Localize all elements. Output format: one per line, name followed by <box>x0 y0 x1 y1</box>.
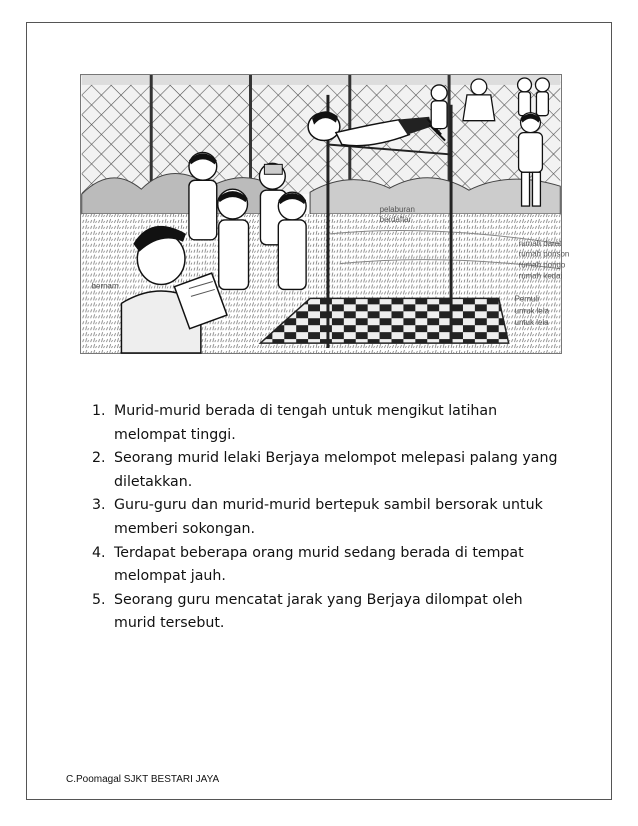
svg-text:Pemuli: Pemuli <box>514 294 539 304</box>
list-item-text: Terdapat beberapa orang murid sedang berada di tempat melompat jauh. <box>114 544 524 585</box>
list-item <box>92 400 562 447</box>
svg-text:rumah darat: rumah darat <box>518 238 562 248</box>
list-item-text: Guru-guru dan murid-murid bertepuk sambil bersorak untuk memberi sokongan. <box>114 497 543 537</box>
list-item-number: 5. <box>92 591 106 608</box>
page-footer: C.Poomagal SJKT BESTARI JAYA <box>66 774 220 785</box>
list-item-number: 1. <box>92 403 106 419</box>
statement-list <box>92 400 562 636</box>
list-item-text: Seorang murid lelaki Berjaya melompot melepasi palang yang diletakkan. <box>114 450 558 490</box>
list-item-number: 4. <box>92 544 106 561</box>
svg-text:bernam: bernam <box>91 281 119 291</box>
svg-text:untuk lela: untuk lela <box>514 318 549 328</box>
list-item-number: 2. <box>92 450 106 467</box>
list-item-number: 3. <box>92 497 106 514</box>
svg-text:rumah kedai: rumah kedai <box>518 271 563 281</box>
high-jump-scene-icon <box>81 75 570 353</box>
high-jump-illustration <box>80 74 570 354</box>
svg-text:berdaftar: berdaftar <box>379 214 412 224</box>
list-item-text: Murid-murid berada di tengah untuk mengikut latihan melompat tinggi. <box>114 403 498 443</box>
svg-text:rumah ponson: rumah ponson <box>518 249 570 259</box>
svg-text:pelaburan: pelaburan <box>379 205 415 215</box>
list-item <box>92 589 562 636</box>
svg-text:rumah pongo: rumah pongo <box>518 260 566 270</box>
list-item <box>92 542 562 589</box>
list-item <box>92 494 562 541</box>
svg-text:unruk lela: unruk lela <box>514 306 550 316</box>
list-item-text: Seorang guru mencatat jarak yang Berjaya dilompat oleh murid tersebut. <box>114 591 523 632</box>
list-item <box>92 447 562 494</box>
